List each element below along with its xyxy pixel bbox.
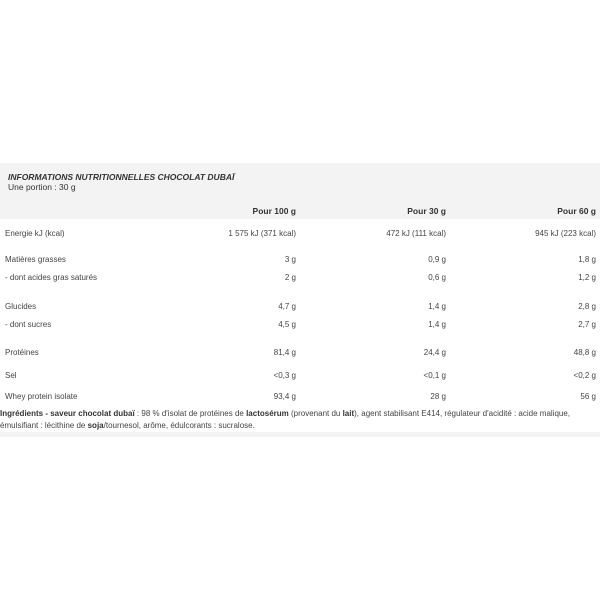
value-60g: 2,8 g bbox=[578, 302, 596, 311]
allergen-lait: lait bbox=[342, 409, 355, 418]
column-header-30g: Pour 30 g bbox=[407, 206, 446, 216]
value-30g: 1,4 g bbox=[428, 320, 446, 329]
row-label: Whey protein isolate bbox=[5, 392, 78, 401]
value-60g: 1,8 g bbox=[578, 255, 596, 264]
table-row-energy bbox=[0, 229, 600, 243]
value-100g: 93,4 g bbox=[273, 392, 296, 401]
nutrition-panel bbox=[0, 163, 600, 219]
value-30g: 24,4 g bbox=[423, 348, 446, 357]
portion-size: Une portion : 30 g bbox=[8, 182, 76, 192]
table-header bbox=[0, 163, 600, 219]
column-header-60g: Pour 60 g bbox=[557, 206, 596, 216]
value-30g: 0,6 g bbox=[428, 273, 446, 282]
value-30g: <0,1 g bbox=[423, 371, 446, 380]
value-100g: 2 g bbox=[284, 273, 296, 282]
table-row-sugars bbox=[0, 320, 600, 334]
value-60g: 48,8 g bbox=[573, 348, 596, 357]
table-row-fat bbox=[0, 255, 600, 269]
footer-band bbox=[0, 432, 600, 437]
table-row-whey bbox=[0, 392, 600, 406]
ingredients-part: (provenant du bbox=[288, 409, 343, 418]
value-100g: <0,3 g bbox=[273, 371, 296, 380]
value-30g: 472 kJ (111 kcal) bbox=[386, 229, 446, 238]
value-100g: 81,4 g bbox=[273, 348, 296, 357]
table-row-salt bbox=[0, 371, 600, 385]
row-label: Protéines bbox=[5, 348, 39, 357]
value-30g: 28 g bbox=[430, 392, 446, 401]
value-60g: 56 g bbox=[580, 392, 596, 401]
value-100g: 4,5 g bbox=[278, 320, 296, 329]
table-title: INFORMATIONS NUTRITIONNELLES CHOCOLAT DUBAÏ bbox=[8, 172, 235, 182]
table-row-carbohydrates bbox=[0, 302, 600, 316]
allergen-lactoserum: lactosérum bbox=[246, 409, 289, 418]
value-100g: 4,7 g bbox=[278, 302, 296, 311]
ingredients-part: ), agent stabilisant E414, régulateur d'acidité : acide malique, émulsifiant : lécithine de bbox=[0, 409, 571, 430]
value-100g: 3 g bbox=[284, 255, 296, 264]
value-30g: 0,9 g bbox=[428, 255, 446, 264]
allergen-soja: soja bbox=[87, 421, 104, 430]
table-row-saturated-fat bbox=[0, 273, 600, 287]
ingredients-heading: Ingrédients - saveur chocolat dubaï bbox=[0, 409, 135, 418]
ingredients-part: /tournesol, arôme, édulcorants : sucralose. bbox=[103, 421, 255, 430]
column-header-100g: Pour 100 g bbox=[252, 206, 296, 216]
ingredients-part: : 98 % d'isolat de protéines de bbox=[134, 409, 247, 418]
value-60g: 2,7 g bbox=[578, 320, 596, 329]
row-label: - dont acides gras saturés bbox=[5, 273, 98, 282]
value-100g: 1 575 kJ (371 kcal) bbox=[228, 229, 296, 238]
value-60g: 945 kJ (223 kcal) bbox=[535, 229, 596, 238]
table-row-proteins bbox=[0, 348, 600, 362]
ingredients-text bbox=[0, 408, 598, 432]
row-label: Glucides bbox=[5, 302, 37, 311]
row-label: Energie kJ (kcal) bbox=[5, 229, 65, 238]
value-60g: <0,2 g bbox=[573, 371, 596, 380]
row-label: Sel bbox=[5, 371, 17, 380]
row-label: Matières grasses bbox=[5, 255, 66, 264]
value-30g: 1,4 g bbox=[428, 302, 446, 311]
row-label: - dont sucres bbox=[5, 320, 52, 329]
value-60g: 1,2 g bbox=[578, 273, 596, 282]
